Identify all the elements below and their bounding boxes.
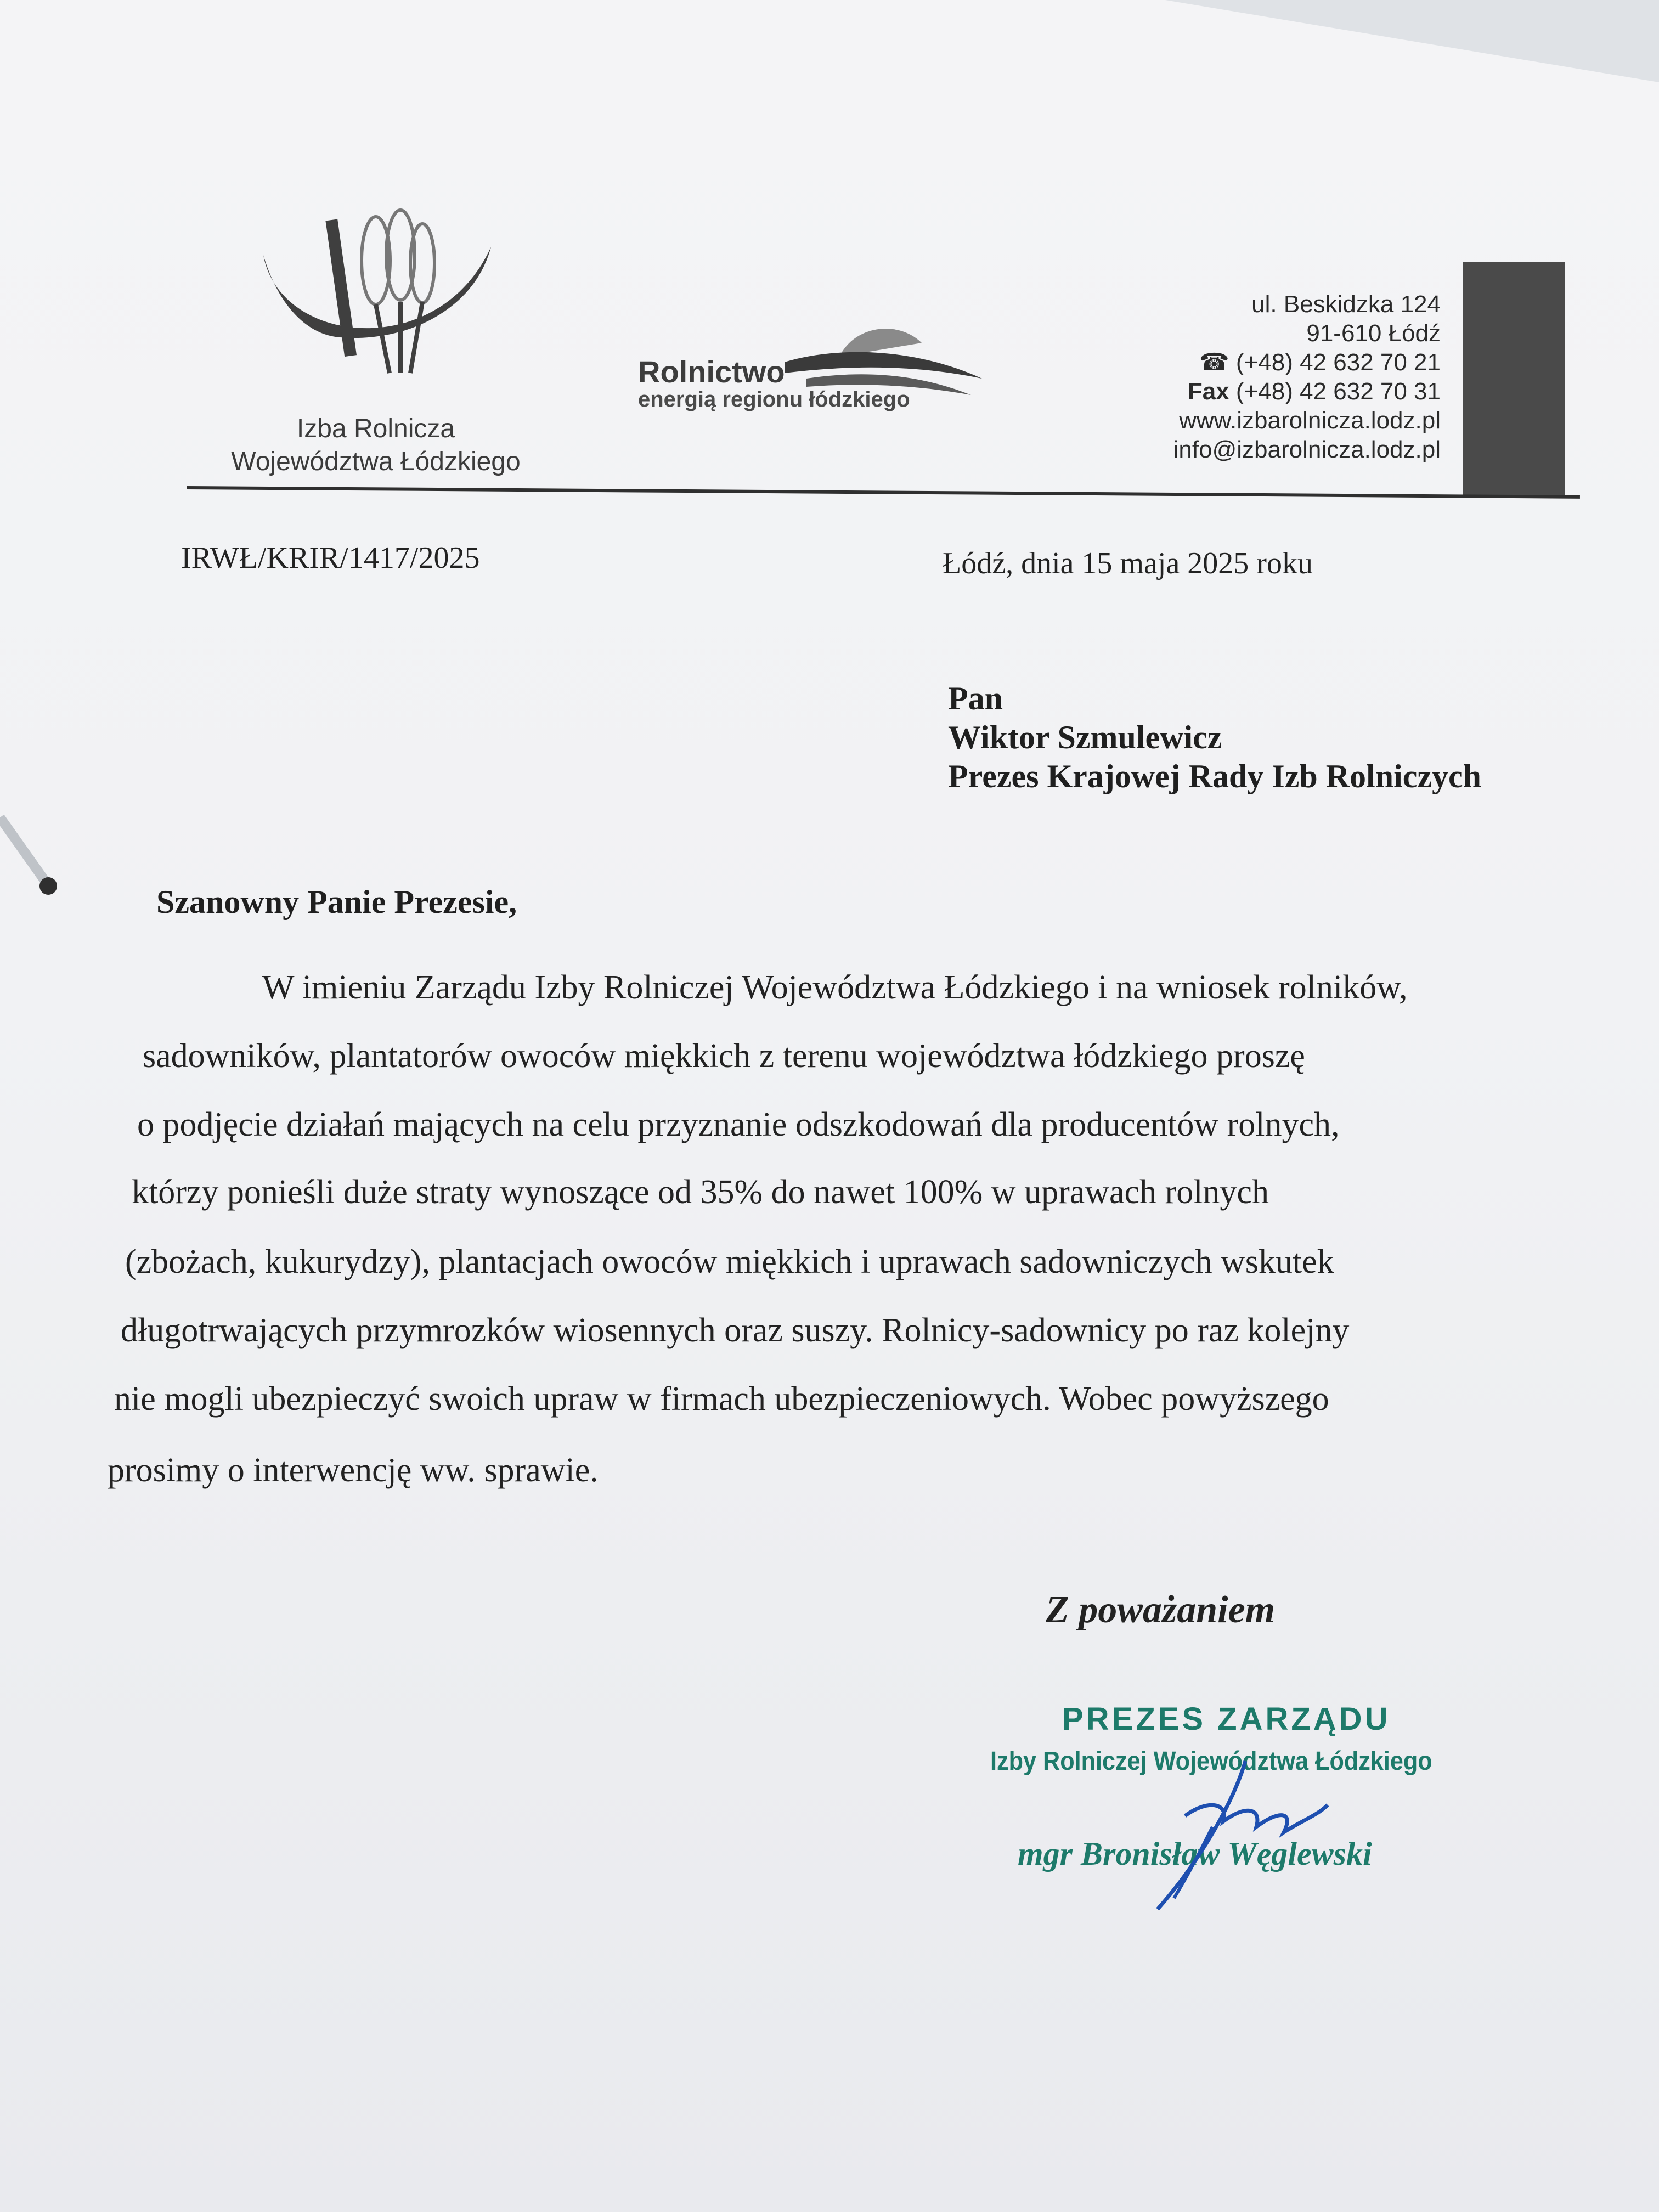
letterhead-bar [1463,262,1565,495]
chamber-emblem-logo [258,198,499,406]
body-line-7: nie mogli ubezpieczyć swoich upraw w firmach ubezpieczeniowych. Wobec powyższego [114,1380,1329,1418]
body-line-6: długotrwających przymrozków wiosennych oraz suszy. Rolnicy-sadownicy po raz kolejny [121,1312,1350,1349]
body-line-5: (zbożach, kukurydzy), plantacjach owoców miękkich i uprawach sadowniczych wskutek [125,1243,1334,1280]
address-city: 91-610 Łódź [1306,320,1441,347]
address-street: ul. Beskidzka 124 [1251,291,1441,318]
slogan-title: Rolnictwo [638,354,785,389]
organization-name: Izba Rolnicza Województwa Łódzkiego [231,414,521,476]
fax-line: Fax (+48) 42 632 70 31 [1187,378,1441,405]
body-line-8: prosimy o interwencję ww. sprawie. [108,1452,599,1489]
stamp-organization: Izby Rolniczej Województwa Łódzkiego [990,1747,1432,1776]
addressee: Pan Wiktor Szmulewicz Prezes Krajowej Rady Izb Rolniczych [948,680,1482,794]
reference-number: IRWŁ/KRIR/1417/2025 [181,541,480,575]
phone-line: ☎ (+48) 42 632 70 21 [1199,349,1441,376]
stamp-name: mgr Bronisław Węglewski [1018,1836,1372,1872]
phone-icon: ☎ [1199,349,1229,376]
slogan-subtitle: energią regionu łódzkiego [638,387,910,411]
body-line-3: o podjęcie działań mających na celu przyznanie odszkodowań dla producentów rolnych, [137,1106,1340,1143]
body-line-1: W imieniu Zarządu Izby Rolniczej Województwa Łódzkiego i na wniosek rolników, [262,969,1408,1006]
closing-phrase: Z poważaniem [1046,1589,1276,1631]
underlying-page-corner [1165,0,1659,82]
letter-date: Łódź, dnia 15 maja 2025 roku [943,546,1313,580]
handwritten-signature [1119,1750,1350,1915]
body-line-4: którzy ponieśli duże straty wynoszące od 35% do nawet 100% w uprawach rolnych [132,1173,1269,1211]
binder-pin [0,806,82,905]
contact-block [1173,290,1441,464]
body-line-2: sadowników, plantatorów owoców miękkich z terenu województwa łódzkiego proszę [143,1037,1305,1075]
stamp-title: PREZES ZARZĄDU [1062,1701,1391,1737]
email: info@izbarolnicza.lodz.pl [1173,436,1441,463]
website: www.izbarolnicza.lodz.pl [1179,407,1441,434]
salutation: Szanowny Panie Prezesie, [156,884,517,920]
